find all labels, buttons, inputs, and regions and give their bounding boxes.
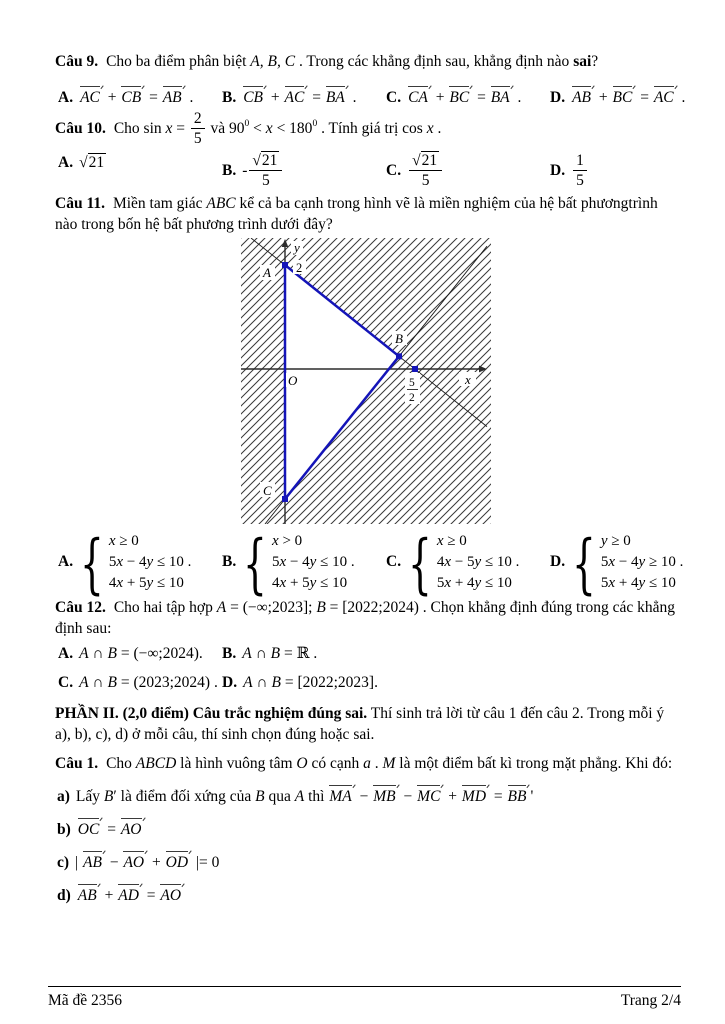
question-9-options	[55, 85, 686, 109]
part2-header-text: PHẦN II. (2,0 điểm) Câu trắc nghiệm đúng sai. Thí sinh trả lời từ câu 1 đến câu 2. Trong mỗi ý a), b), c), d) ở mỗi câu, thí sinh chọn đúng hoặc sai.	[55, 705, 665, 743]
option-9a	[58, 85, 222, 109]
question-12-stem	[55, 598, 677, 640]
part2-item-a-text: Lấy B′ là điểm đối xứng của B qua A thì MA − MB − MC + MD = BB '	[76, 788, 533, 805]
option-9d-text: AB + BC = AC .	[571, 89, 685, 106]
option-9d-label: D.	[550, 88, 566, 106]
question-11-text: Miền tam giác ABC kể cả ba cạnh trong hình vẽ là miền nghiệm của hệ bất phươngtrình nào trong bốn hệ bất phương trình dưới đây?	[55, 195, 658, 234]
option-10a-text: √21	[79, 153, 105, 171]
option-11c-line3: 5x + 4y ≤ 10	[436, 574, 512, 591]
option-11c: C. { x ≥ 0 4x − 5y ≤ 10 . 5x + 4y ≤ 10	[386, 526, 520, 602]
option-11a: A. { x ≥ 0 5x − 4y ≤ 10 . 4x + 5y ≤ 10	[58, 526, 192, 602]
question-10-label: Câu 10.	[55, 120, 106, 138]
option-12a-text: A ∩ B = (−∞;2024).	[79, 645, 203, 663]
option-9a-label: A.	[58, 88, 74, 106]
option-11a-label: A.	[58, 552, 74, 570]
option-12c-text: A ∩ B = (2023;2024) .	[79, 674, 218, 692]
point-c	[282, 496, 288, 502]
option-9b-text: CB + AC = BA .	[242, 89, 356, 106]
origin-label: O	[288, 373, 298, 389]
part2-header	[55, 704, 677, 746]
part2-item-c	[55, 850, 677, 874]
option-9c-text: CA + BC = BA .	[407, 89, 521, 106]
question-9-label: Câu 9.	[55, 53, 99, 70]
option-11b-line2: 5x − 4y ≤ 10 .	[272, 553, 355, 570]
option-11a-line2: 5x − 4y ≤ 10 .	[108, 553, 192, 570]
option-11a-line3: 4x + 5y ≤ 10	[108, 574, 184, 591]
option-12a-label: A.	[58, 645, 74, 663]
question-10-stem	[55, 111, 677, 149]
part2-item-d-text: AB + AD = AO	[77, 887, 185, 904]
option-9c	[386, 85, 550, 109]
option-11d-label: D.	[550, 552, 566, 570]
option-11c-line2: 4x − 5y ≤ 10 .	[436, 553, 520, 570]
option-10a-label: A.	[58, 153, 74, 171]
question-11-stem	[55, 194, 677, 236]
option-11d: D. { y ≥ 0 5x − 4y ≥ 10 . 5x + 4y ≤ 10	[550, 526, 684, 602]
point-c-label: C	[263, 483, 272, 499]
part2-question-1-label: Câu 1.	[55, 754, 99, 772]
question-10-text: Cho sin x = $\frac{2}{5}$ và $90^0 < x < 180^0$ . Tính giá trị cos x .	[113, 109, 442, 148]
y-axis-label: y	[294, 240, 300, 256]
option-10d-label: D.	[550, 161, 566, 179]
option-12b-label: B.	[222, 645, 237, 663]
question-12-options-cd	[55, 673, 677, 694]
part2-item-d	[55, 883, 677, 907]
part2-item-b-text: OC = AO	[77, 821, 146, 838]
page-content	[55, 0, 686, 907]
question-12-text: Cho hai tập hợp A = (−∞;2023]; B = [2022;2024) . Chọn khẳng định đúng trong các khẳng định sau:	[55, 599, 676, 638]
option-11b-line1: x > 0	[272, 533, 303, 550]
option-10d-text: $\frac{1}{5}$	[571, 162, 589, 179]
tick-2-label: 2	[296, 261, 303, 276]
part2-question-1-stem	[55, 754, 677, 775]
option-11b-label: B.	[222, 552, 237, 570]
option-10b-text: - $\frac{√21}{5}$	[242, 162, 284, 179]
option-12a	[58, 644, 222, 665]
option-11c-label: C.	[386, 552, 402, 570]
page-footer	[48, 986, 681, 1012]
point-a-label: A	[263, 265, 271, 281]
question-11-label: Câu 11.	[55, 195, 105, 213]
question-11-options	[55, 526, 684, 602]
option-9b-label: B.	[222, 88, 237, 106]
point-five-halves	[412, 366, 418, 372]
option-9c-label: C.	[386, 88, 402, 106]
exam-code: Mã đề 2356	[48, 992, 123, 1009]
part2-item-b-label: b)	[57, 820, 71, 838]
option-9a-text: AC + CB = AB .	[79, 89, 193, 106]
option-12d-label: D.	[222, 674, 238, 692]
option-9d	[550, 85, 685, 109]
option-11d-line3: 5x + 4y ≤ 10	[600, 574, 676, 591]
option-11c-line1: x ≥ 0	[436, 533, 467, 550]
part2-item-b	[55, 817, 677, 841]
option-10c	[386, 153, 550, 191]
option-12d	[222, 673, 677, 694]
option-11d-line1: y ≥ 0	[600, 533, 631, 550]
part2-item-a-label: a)	[57, 787, 70, 805]
option-12b	[222, 644, 677, 665]
part2-item-c-label: c)	[57, 853, 70, 871]
option-10b	[222, 153, 386, 191]
x-axis-label: x	[465, 372, 471, 388]
part2-item-a	[55, 784, 677, 808]
question-12-options-ab	[55, 644, 677, 665]
option-9b	[222, 85, 386, 109]
option-11d-line2: 5x − 4y ≥ 10 .	[600, 553, 684, 570]
point-b	[396, 353, 402, 359]
frac-2-label: 2	[409, 392, 415, 405]
question-9-text: Cho ba điểm phân biệt A, B, C . Trong các khẳng định sau, khẳng định nào sai?	[106, 53, 599, 70]
point-a	[282, 262, 288, 268]
option-12c	[58, 673, 222, 694]
option-11b: B. { x > 0 5x − 4y ≤ 10 . 4x + 5y ≤ 10	[222, 526, 355, 602]
point-b-label: B	[395, 331, 403, 347]
figure-graph	[241, 238, 491, 524]
part2-item-c-text: | AB − AO + OD |= 0	[75, 854, 219, 871]
part2-question-1-text: Cho ABCD là hình vuông tâm O có cạnh a . M là một điểm bất kì trong mặt phẳng. Khi đó:	[106, 754, 673, 772]
part2-item-d-label: d)	[57, 886, 71, 904]
question-9-stem	[55, 52, 677, 73]
option-10c-label: C.	[386, 161, 402, 179]
figure-wrapper	[55, 238, 677, 524]
option-10c-text: $\frac{√21}{5}$	[407, 162, 444, 179]
question-10-options	[55, 153, 677, 191]
question-12-label: Câu 12.	[55, 599, 106, 617]
option-11b-line3: 4x + 5y ≤ 10	[272, 574, 348, 591]
option-10b-label: B.	[222, 161, 237, 179]
option-11a-line1: x ≥ 0	[108, 533, 139, 550]
option-10d	[550, 153, 677, 191]
option-12d-text: A ∩ B = [2022;2023].	[243, 674, 378, 692]
frac-5-label: 5	[409, 377, 415, 390]
page-number: Trang 2/4	[620, 992, 681, 1009]
option-12b-text: A ∩ B = ℝ .	[242, 645, 318, 663]
option-12c-label: C.	[58, 674, 74, 692]
option-10a	[58, 153, 222, 174]
